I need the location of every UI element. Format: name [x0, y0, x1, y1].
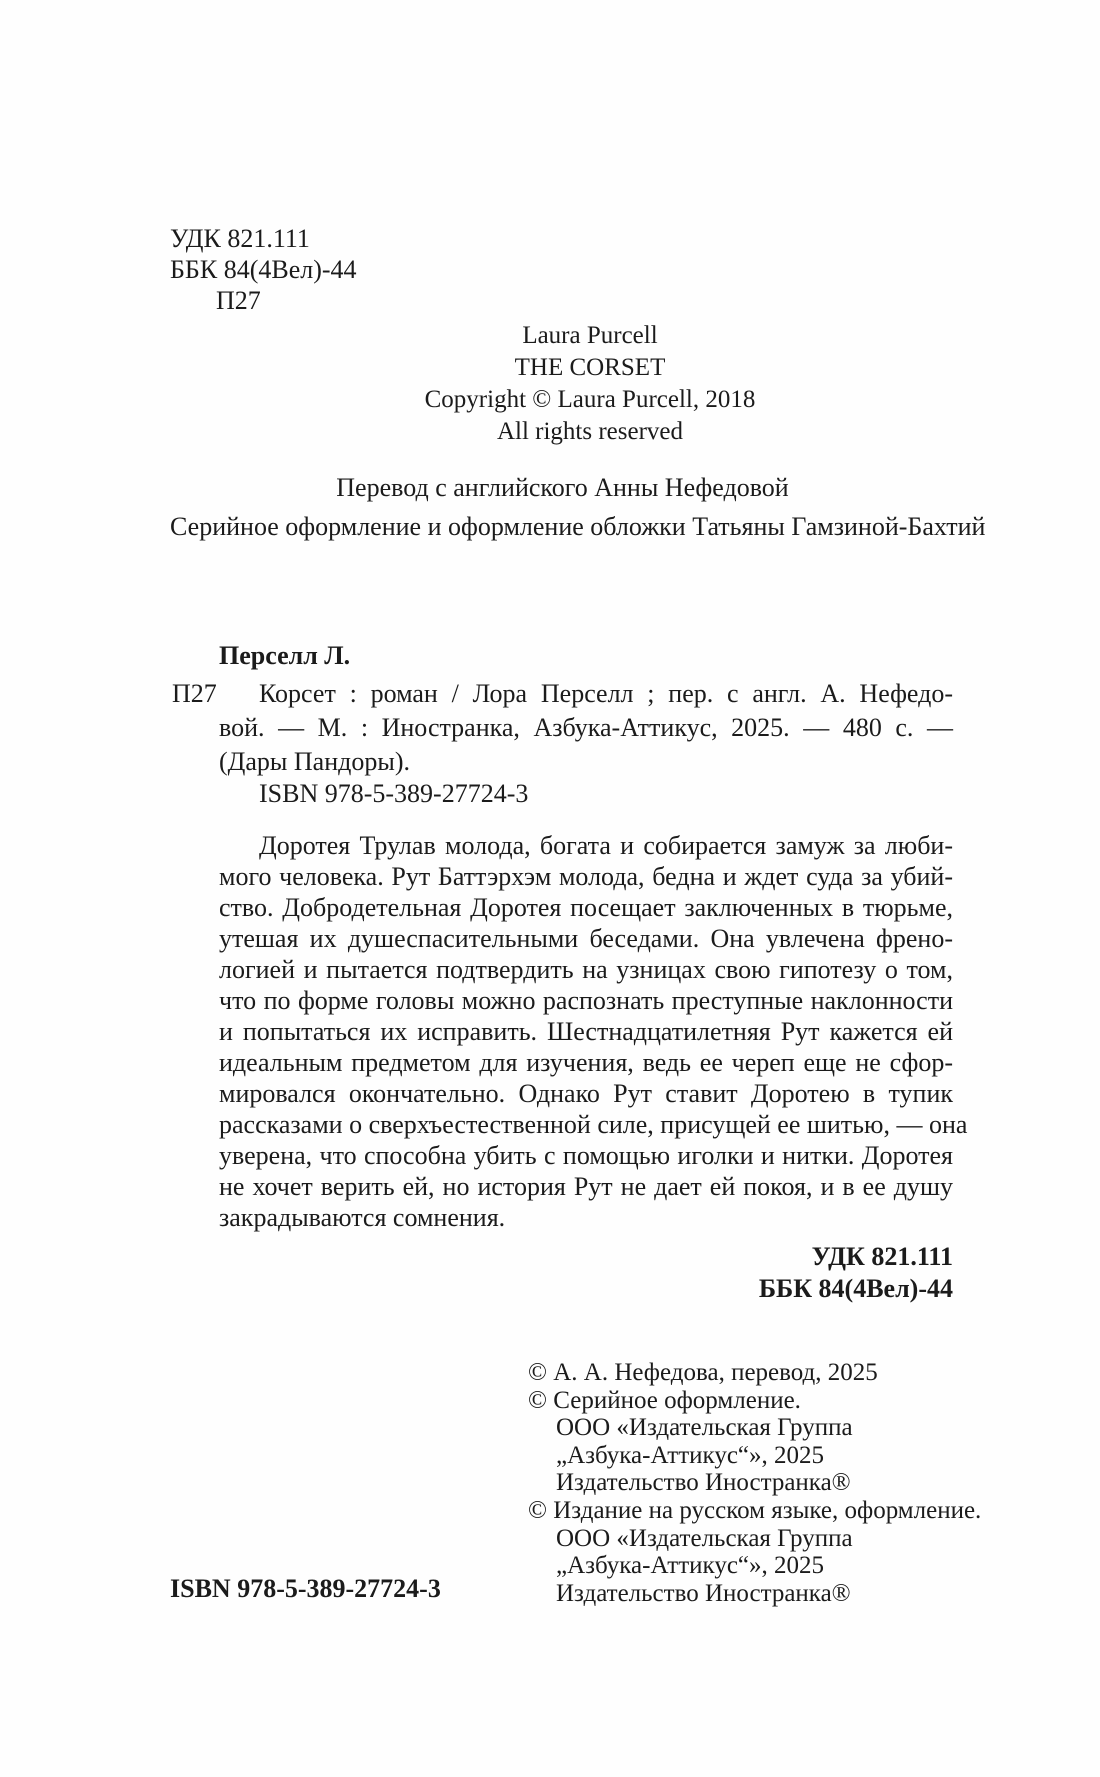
- bbk-code-top: ББК 84(4Вел)-44: [170, 255, 357, 284]
- catalog-author-sign: П27: [172, 679, 217, 708]
- copyright-line: © Серийное оформление.: [528, 1386, 801, 1414]
- translation-credit: Перевод с английского Анны Нефедовой: [336, 473, 789, 502]
- annotation-line: Доротея Трулав молода, богата и собирается замуж за люби-: [259, 831, 953, 860]
- annotation-line: идеальным предметом для изучения, ведь ее череп еще не сфор-: [219, 1048, 953, 1077]
- annotation-line: мого человека. Рут Баттэрхэм молода, бедна и ждет суда за убий-: [219, 862, 953, 891]
- catalog-line-1: Корсет : роман / Лора Перселл ; пер. с англ. А. Нефедо-: [259, 679, 953, 708]
- original-title-block: [225, 320, 955, 448]
- annotation-line: мировался окончательно. Однако Рут ставит Доротею в тупик: [219, 1079, 953, 1108]
- annotation-line: что по форме головы можно распознать преступные наклонности: [219, 986, 953, 1015]
- annotation-line: рассказами о сверхъестественной силе, присущей ее шитью, — она: [219, 1110, 968, 1139]
- annotation-line: и попытаться их исправить. Шестнадцатилетняя Рут кажется ей: [219, 1017, 953, 1046]
- bbk-code-bottom: ББК 84(4Вел)-44: [758, 1274, 953, 1303]
- rights-reserved: All rights reserved: [496, 418, 684, 445]
- annotation-line: не хочет верить ей, но история Рут не дает ей покоя, и в ее душу: [219, 1172, 953, 1201]
- classification-codes-top: [170, 223, 357, 316]
- udk-code-bottom: УДК 821.111: [811, 1242, 953, 1271]
- annotation-line: логией и пытается подтвердить на узницах свою гипотезу о том,: [219, 955, 953, 984]
- udk-code-top: УДК 821.111: [170, 224, 310, 253]
- copyright-line: © А. А. Нефедова, перевод, 2025: [528, 1359, 878, 1386]
- annotation-line: ство. Добродетельная Доротея посещает заключенных в тюрьме,: [219, 893, 953, 922]
- copyright-line: „Азбука-Аттикус“», 2025: [556, 1441, 825, 1469]
- original-author: Laura Purcell: [522, 322, 658, 349]
- copyright-line: Издательство Иностранка®: [556, 1579, 851, 1607]
- copyright-line: © Издание на русском языке, оформление.: [528, 1496, 982, 1524]
- classification-codes-bottom: [553, 1241, 953, 1305]
- copyright-block: [528, 1359, 998, 1607]
- catalog-line-3: (Дары Пандоры).: [219, 747, 410, 776]
- annotation-line: уверена, что способна убить с помощью иголки и нитки. Доротея: [219, 1141, 953, 1170]
- original-title: THE CORSET: [514, 354, 666, 381]
- copyright-line: ООО «Издательская Группа: [556, 1524, 853, 1552]
- catalog-isbn: ISBN 978-5-389-27724-3: [259, 779, 529, 808]
- design-credit: Серийное оформление и оформление обложки Татьяны Гамзиной-Бахтий: [170, 512, 986, 541]
- catalog-author: Перселл Л.: [219, 641, 351, 670]
- annotation-line: утешая их душеспасительными беседами. Она увлечена френо-: [219, 924, 953, 953]
- copyright-line: Издательство Иностранка®: [556, 1469, 851, 1497]
- catalog-line-2: вой. — М. : Иностранка, Азбука-Аттикус, 2025. — 480 с. —: [219, 713, 953, 742]
- annotation-line: закрадываются сомнения.: [219, 1203, 506, 1232]
- author-sign-top: П27: [216, 286, 261, 315]
- original-copyright: Copyright © Laura Purcell, 2018: [424, 386, 756, 413]
- isbn-bottom: ISBN 978-5-389-27724-3: [170, 1574, 441, 1603]
- copyright-line: ООО «Издательская Группа: [556, 1414, 853, 1442]
- copyright-line: „Азбука-Аттикус“», 2025: [556, 1552, 825, 1580]
